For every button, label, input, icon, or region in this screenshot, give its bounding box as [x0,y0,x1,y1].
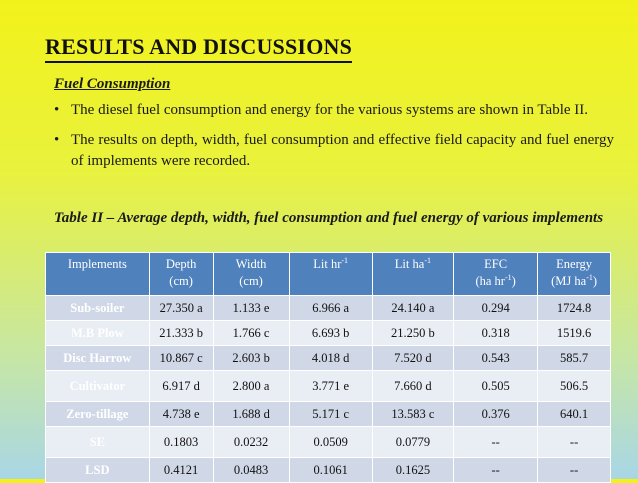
lit-hr-cell: 5.171 c [289,402,372,427]
energy-cell: 1724.8 [538,296,611,321]
depth-cell: 27.350 a [149,296,213,321]
implement-name: SE [46,427,150,458]
lit-ha-cell: 0.0779 [372,427,453,458]
lit-ha-cell: 0.1625 [372,458,453,483]
lit-ha-cell: 21.250 b [372,321,453,346]
width-cell: 1.766 c [213,321,289,346]
table-header-row [46,253,611,296]
energy-cell: -- [538,427,611,458]
energy-cell: 585.7 [538,346,611,371]
header-depth: Depth (cm) [149,253,213,296]
depth-cell: 0.1803 [149,427,213,458]
table-row [46,427,611,458]
lit-hr-cell: 3.771 e [289,371,372,402]
table-caption: Table II – Average depth, width, fuel consumption and fuel energy of various implements [54,210,604,226]
width-cell: 2.800 a [213,371,289,402]
header-lit-hr: Lit $hr^{-1}$ [289,253,372,296]
implement-name: Cultivator [46,371,150,402]
bullet-list [54,100,614,181]
implement-name: M.B Plow [46,321,150,346]
efc-cell: -- [454,427,538,458]
efc-cell: 0.376 [454,402,538,427]
lit-hr-cell: 0.1061 [289,458,372,483]
lit-ha-cell: 7.660 d [372,371,453,402]
implement-name: LSD [46,458,150,483]
lit-ha-cell: 13.583 c [372,402,453,427]
results-table [45,252,611,483]
lit-hr-cell: 6.693 b [289,321,372,346]
header-implements: Implements [46,253,150,296]
depth-cell: 21.333 b [149,321,213,346]
efc-cell: 0.543 [454,346,538,371]
header-width: Width (cm) [213,253,289,296]
table-row [46,402,611,427]
energy-cell: 1519.6 [538,321,611,346]
section-heading: Fuel Consumption [54,76,171,92]
header-efc: EFC (ha $hr^{-1}$) [454,253,538,296]
bullet-text: The results on depth, width, fuel consumption and effective field capacity and fuel energy of implements were recorded. [71,132,614,169]
bullet-icon: • [54,132,60,148]
depth-cell: 6.917 d [149,371,213,402]
bullet-text: The diesel fuel consumption and energy for the various systems are shown in Table II. [71,102,589,118]
energy-cell: 640.1 [538,402,611,427]
bullet-icon: • [54,102,60,118]
bullet-item [54,130,614,172]
lit-hr-cell: 6.966 a [289,296,372,321]
header-energy: Energy (MJ $ha^{-1}$) [538,253,611,296]
lit-ha-cell: 24.140 a [372,296,453,321]
implement-name: Zero-tillage [46,402,150,427]
width-cell: 2.603 b [213,346,289,371]
bullet-item [54,100,614,121]
header-lit-ha: Lit $ha^{-1}$ [372,253,453,296]
implement-name: Disc Harrow [46,346,150,371]
slide-title: RESULTS AND DISCUSSIONS [45,34,352,63]
depth-cell: 4.738 e [149,402,213,427]
depth-cell: 10.867 c [149,346,213,371]
width-cell: 0.0232 [213,427,289,458]
implement-name: Sub-soiler [46,296,150,321]
efc-cell: 0.318 [454,321,538,346]
energy-cell: 506.5 [538,371,611,402]
lit-hr-cell: 0.0509 [289,427,372,458]
table-row [46,371,611,402]
lit-ha-cell: 7.520 d [372,346,453,371]
table-row [46,296,611,321]
efc-cell: 0.505 [454,371,538,402]
width-cell: 1.688 d [213,402,289,427]
table-row [46,346,611,371]
table-row [46,321,611,346]
energy-cell: -- [538,458,611,483]
lit-hr-cell: 4.018 d [289,346,372,371]
width-cell: 1.133 e [213,296,289,321]
efc-cell: -- [454,458,538,483]
depth-cell: 0.4121 [149,458,213,483]
width-cell: 0.0483 [213,458,289,483]
efc-cell: 0.294 [454,296,538,321]
